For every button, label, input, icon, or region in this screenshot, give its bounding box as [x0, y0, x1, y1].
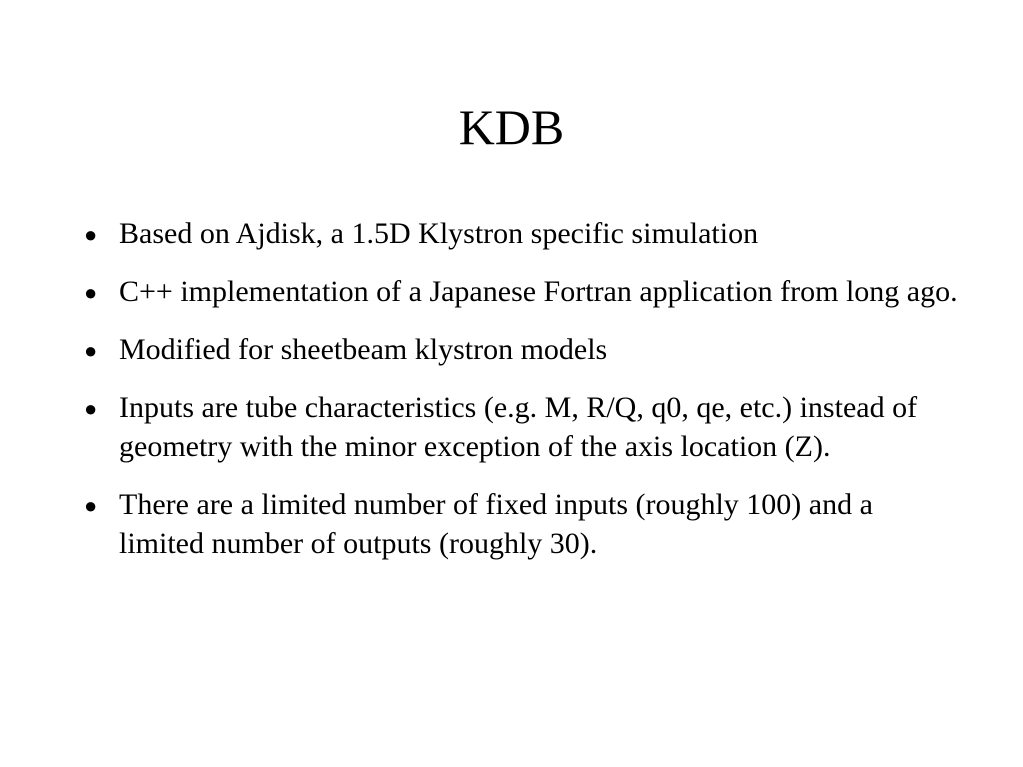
bullet-dot-icon: ●: [84, 338, 98, 363]
bullet-item: [84, 485, 964, 563]
bullet-item: [84, 330, 964, 369]
bullet-text: Modified for sheetbeam klystron models: [119, 333, 608, 366]
bullet-text: Based on Ajdisk, a 1.5D Klystron specific simulation: [119, 217, 759, 250]
slide-title: KDB: [458, 99, 565, 155]
bullet-dot-icon: ●: [84, 280, 98, 305]
bullet-text: Inputs are tube characteristics (e.g. M, R/Q, q0, qe, etc.) instead of geometry with the minor exception of the axis location (Z).: [119, 391, 918, 463]
bullet-dot-icon: ●: [84, 222, 98, 247]
bullet-item: [84, 214, 964, 253]
bullet-text: C++ implementation of a Japanese Fortran application from long ago.: [119, 275, 958, 308]
bullet-item: [84, 272, 964, 311]
bullet-list: [84, 214, 964, 582]
bullet-dot-icon: ●: [84, 396, 98, 421]
bullet-dot-icon: ●: [84, 493, 98, 518]
bullet-text: There are a limited number of fixed inputs (roughly 100) and a limited number of outputs (roughly 30).: [119, 488, 873, 560]
bullet-item: [84, 388, 964, 466]
